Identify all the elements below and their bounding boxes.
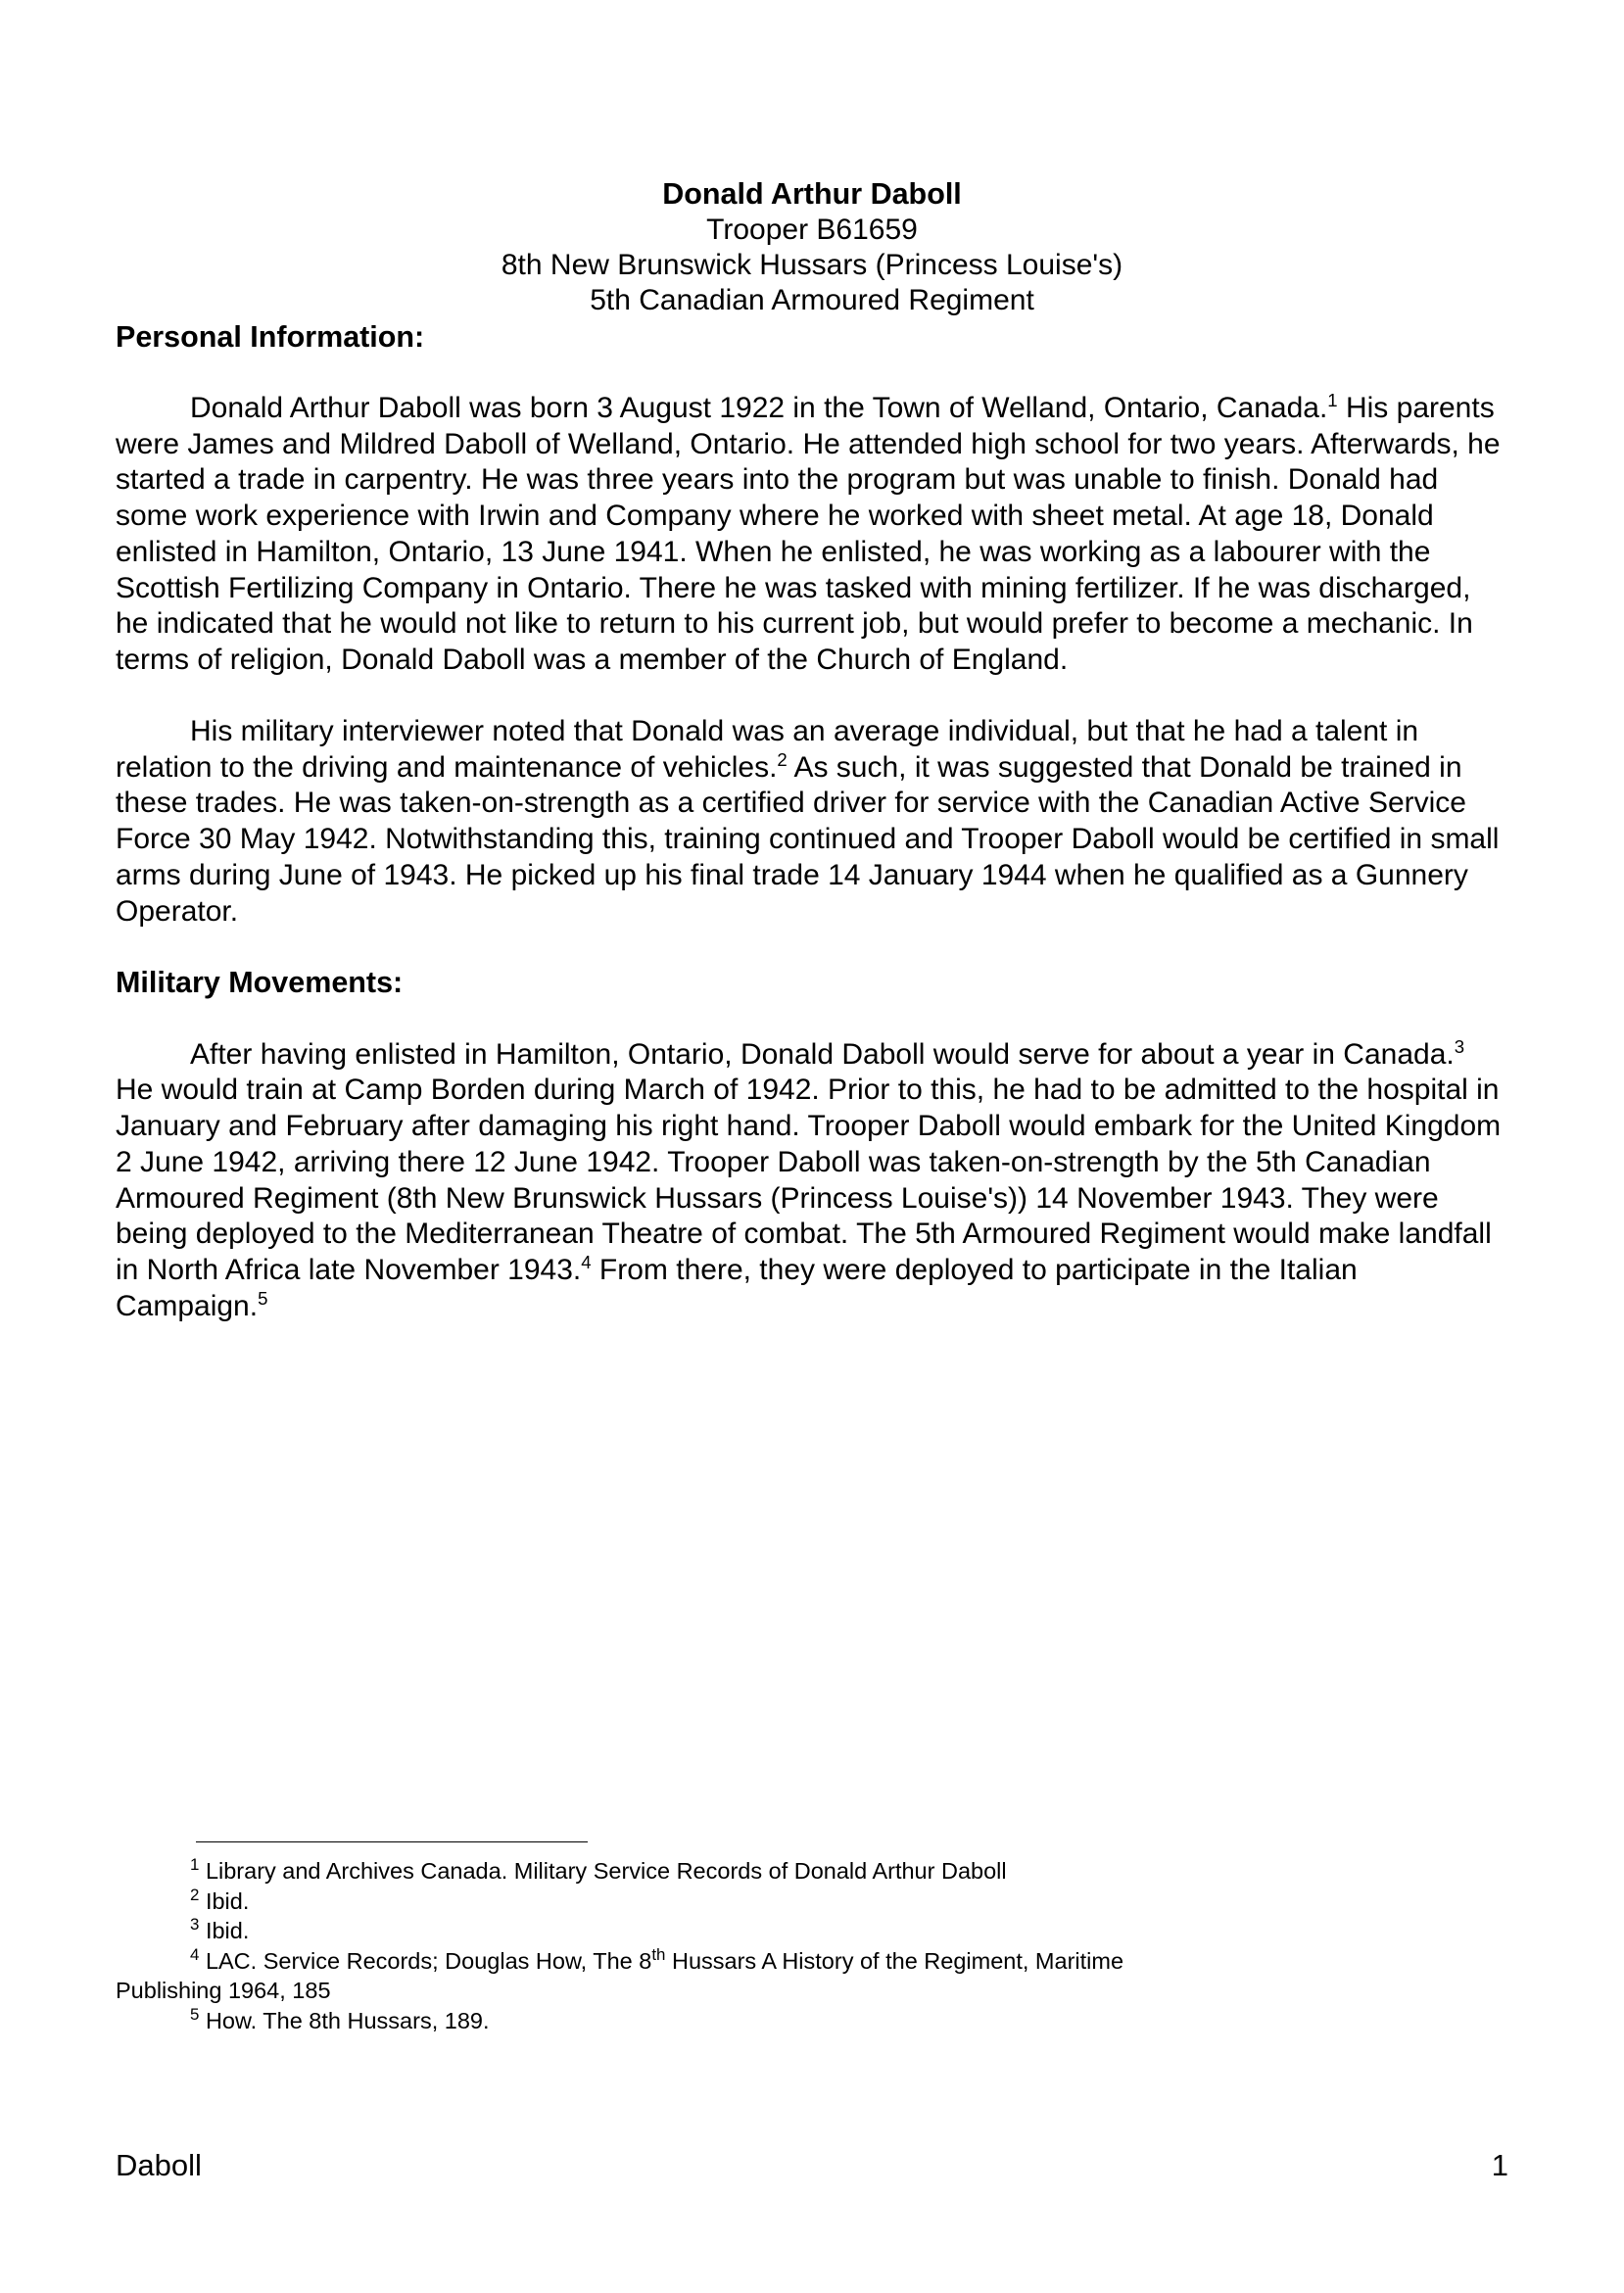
footer-name: Daboll [116,2148,202,2182]
title-regiment-line: 8th New Brunswick Hussars (Princess Louise's) [501,249,1123,282]
footnote-marker: 2 [190,1885,200,1904]
footnote-list [116,1856,1508,2035]
footnote-reference: 3 [1454,1035,1465,1057]
spacer [116,356,1508,391]
spacer [116,679,1508,714]
spacer [116,1002,1508,1037]
footnote-text: Library and Archives Canada. Military Service Records of Donald Arthur Daboll [205,1858,1007,1884]
section-heading-personal-information: Personal Information: [116,319,425,354]
footnote-marker: 4 [190,1944,200,1964]
paragraph-personal-2: His military interviewer noted that Donald was an average individual, but that he had a talent in relation to the driving and maintenance of vehicles.$^2$ As such, it was suggested that Donald be trained in these trades. He was taken-on-strength as a certified driver for service with the Canadian Active Service Force 30 May 1942. Notwithstanding this, training continued and Trooper Daboll would be certified in small arms during June of 1943. He picked up his final trade 14 January 1944 when he qualified as a Gunnery Operator. [116,714,1500,928]
footnote-text: How. The 8th Hussars, 189. [205,2007,490,2033]
spacer [116,930,1508,965]
footnote-ordinal-suffix: th [651,1944,666,1964]
paragraph-personal-1: Donald Arthur Daboll was born 3 August 1922 in the Town of Welland, Ontario, Canada.$^1$ His parents were James and Mildred Daboll of Welland, Ontario. He attended high school for two years. Afterwards, he started a trade in carpentry. He was three years into the program but was unable to finish. Donald had some work experience with Irwin and Company where he worked with sheet metal. At age 18, Donald enlisted in Hamilton, Ontario, 13 June 1941. When he enlisted, he was working as a labourer with the Scottish Fertilizing Company in Ontario. There he was tasked with mining fertilizer. If he was discharged, he indicated that he would not like to return to his current job, but would prefer to become a mechanic. In terms of religion, Donald Daboll was a member of the Church of England. [116,389,1501,677]
footnote-text-continued: Hussars A History of the Regiment, Maritime [665,1947,1124,1974]
footnote-reference: 5 [258,1287,268,1309]
footnote-item-continuation: Publishing 1964, 185 [116,1978,331,2004]
document-body [116,176,1508,1325]
page-number: 1 [1491,2148,1508,2182]
footnote-item [116,1887,1508,1917]
page-footer [116,2148,1508,2183]
footnote-reference: 2 [777,748,788,770]
footnote-text: Ibid. [205,1918,250,1944]
document-title: Donald Arthur Daboll [662,177,962,211]
footnote-item [116,2006,1508,2036]
section-heading-military-movements: Military Movements: [116,966,404,1000]
footnote-separator-rule [196,1841,588,1842]
title-rank-line: Trooper B61659 [706,213,918,246]
footnote-item [116,1946,1508,1977]
footnote-reference: 1 [1327,389,1338,410]
title-block [116,176,1508,319]
footnote-item [116,1856,1508,1887]
paragraph-military-1: After having enlisted in Hamilton, Ontario, Donald Daboll would serve for about a year in Canada.$^3$ He would train at Camp Borden during March of 1942. Prior to this, he had to be admitted to the hospital in January and February after damaging his right hand. Trooper Daboll would embark for the United Kingdom 2 June 1942, arriving there 12 June 1942. Trooper Daboll was taken-on-strength by the 5th Canadian Armoured Regiment (8th New Brunswick Hussars (Princess Louise's)) 14 November 1943. They were being deployed to the Mediterranean Theatre of combat. The 5th Armoured Regiment would make landfall in North Africa late November 1943.$^4$ From there, they were deployed to participate in the Italian Campaign.$^5$ [116,1035,1502,1322]
title-unit-line: 5th Canadian Armoured Regiment [590,284,1034,317]
footnote-text: LAC. Service Records; Douglas How, The 8 [205,1947,652,1974]
footnote-marker: 1 [190,1855,200,1875]
footnote-item [116,1916,1508,1946]
footnote-reference: 4 [581,1252,592,1273]
footnote-text: Ibid. [205,1887,250,1914]
footnote-marker: 3 [190,1915,200,1935]
footnote-marker: 5 [190,2004,200,2024]
footnote-area [116,1841,1508,2035]
